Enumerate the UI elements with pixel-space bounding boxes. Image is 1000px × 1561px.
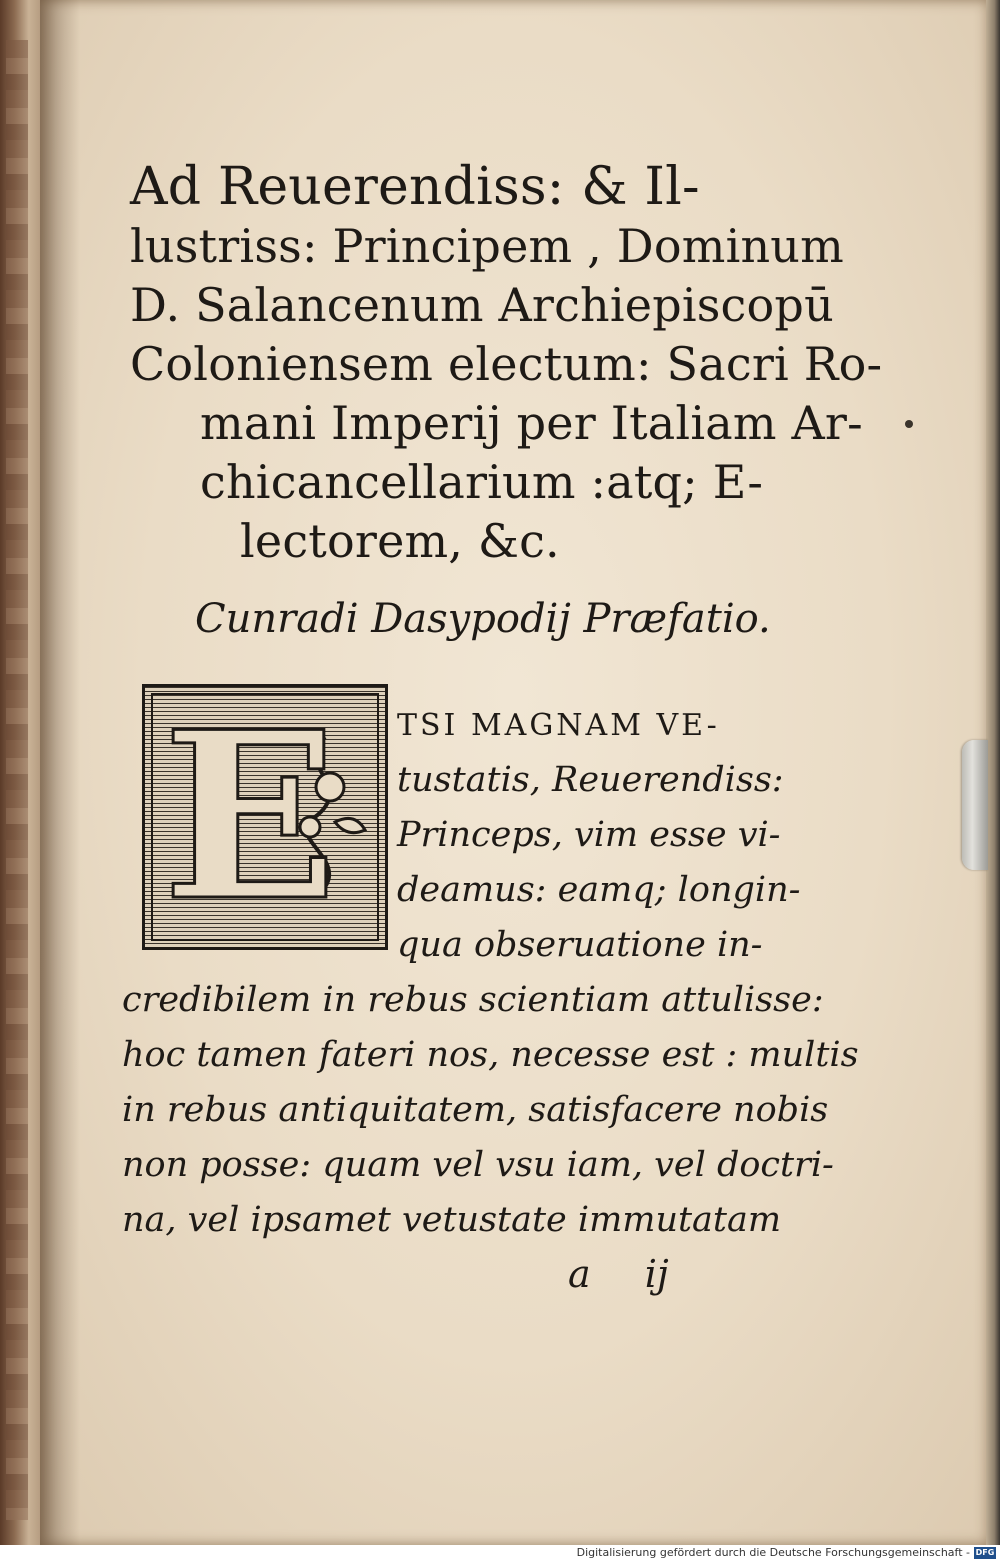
heading-line: Coloniensem electum: Sacri Ro- xyxy=(130,337,883,391)
body-line: non posse: quam vel vsu iam, vel doctri- xyxy=(122,1145,834,1185)
page-signature: a ij xyxy=(568,1252,669,1296)
body-line: credibilem in rebus scientiam attulisse: xyxy=(122,980,824,1020)
heading-line: D. Salancenum Archiepiscopū xyxy=(130,278,834,332)
page-clip xyxy=(962,740,988,870)
binding-texture xyxy=(6,40,28,1520)
body-line: in rebus antiquitatem, satisfacere nobis xyxy=(122,1090,829,1130)
body-line: hoc tamen fateri nos, necesse est : multis xyxy=(122,1035,859,1075)
body-line: na, vel ipsamet vetustate immutatam xyxy=(122,1200,782,1240)
page-edge-right xyxy=(986,0,1000,1545)
heading-line: mani Imperij per Italiam Ar- xyxy=(200,396,863,450)
body-line: qua obseruatione in- xyxy=(397,925,763,965)
heading-line: lustriss: Principem , Dominum xyxy=(130,219,844,273)
gutter-shadow xyxy=(40,0,80,1545)
heading-line: chicancellarium :atq; E- xyxy=(200,455,764,509)
dedication-heading xyxy=(130,157,883,571)
preface-subtitle: Cunradi Dasypodij Præfatio. xyxy=(195,596,771,642)
initial-letter: E xyxy=(162,682,338,952)
dfg-logo-icon: DFG xyxy=(975,1548,995,1557)
body-line: TSI MAGNAM VE- xyxy=(397,708,720,743)
body-line: tustatis, Reuerendiss: xyxy=(397,760,784,800)
paper-speck xyxy=(905,420,913,428)
preface-body xyxy=(122,682,859,1248)
body-line: deamus: eamq; longin- xyxy=(397,870,801,910)
heading-line: Ad Reuerendiss: & Il- xyxy=(130,157,700,217)
heading-line: lectorem, &c. xyxy=(240,514,560,568)
body-line: Princeps, vim esse vi- xyxy=(397,815,781,855)
funding-credit: Digitalisierung gefördert durch die Deutsche Forschungsgemeinschaft - xyxy=(576,1546,970,1559)
